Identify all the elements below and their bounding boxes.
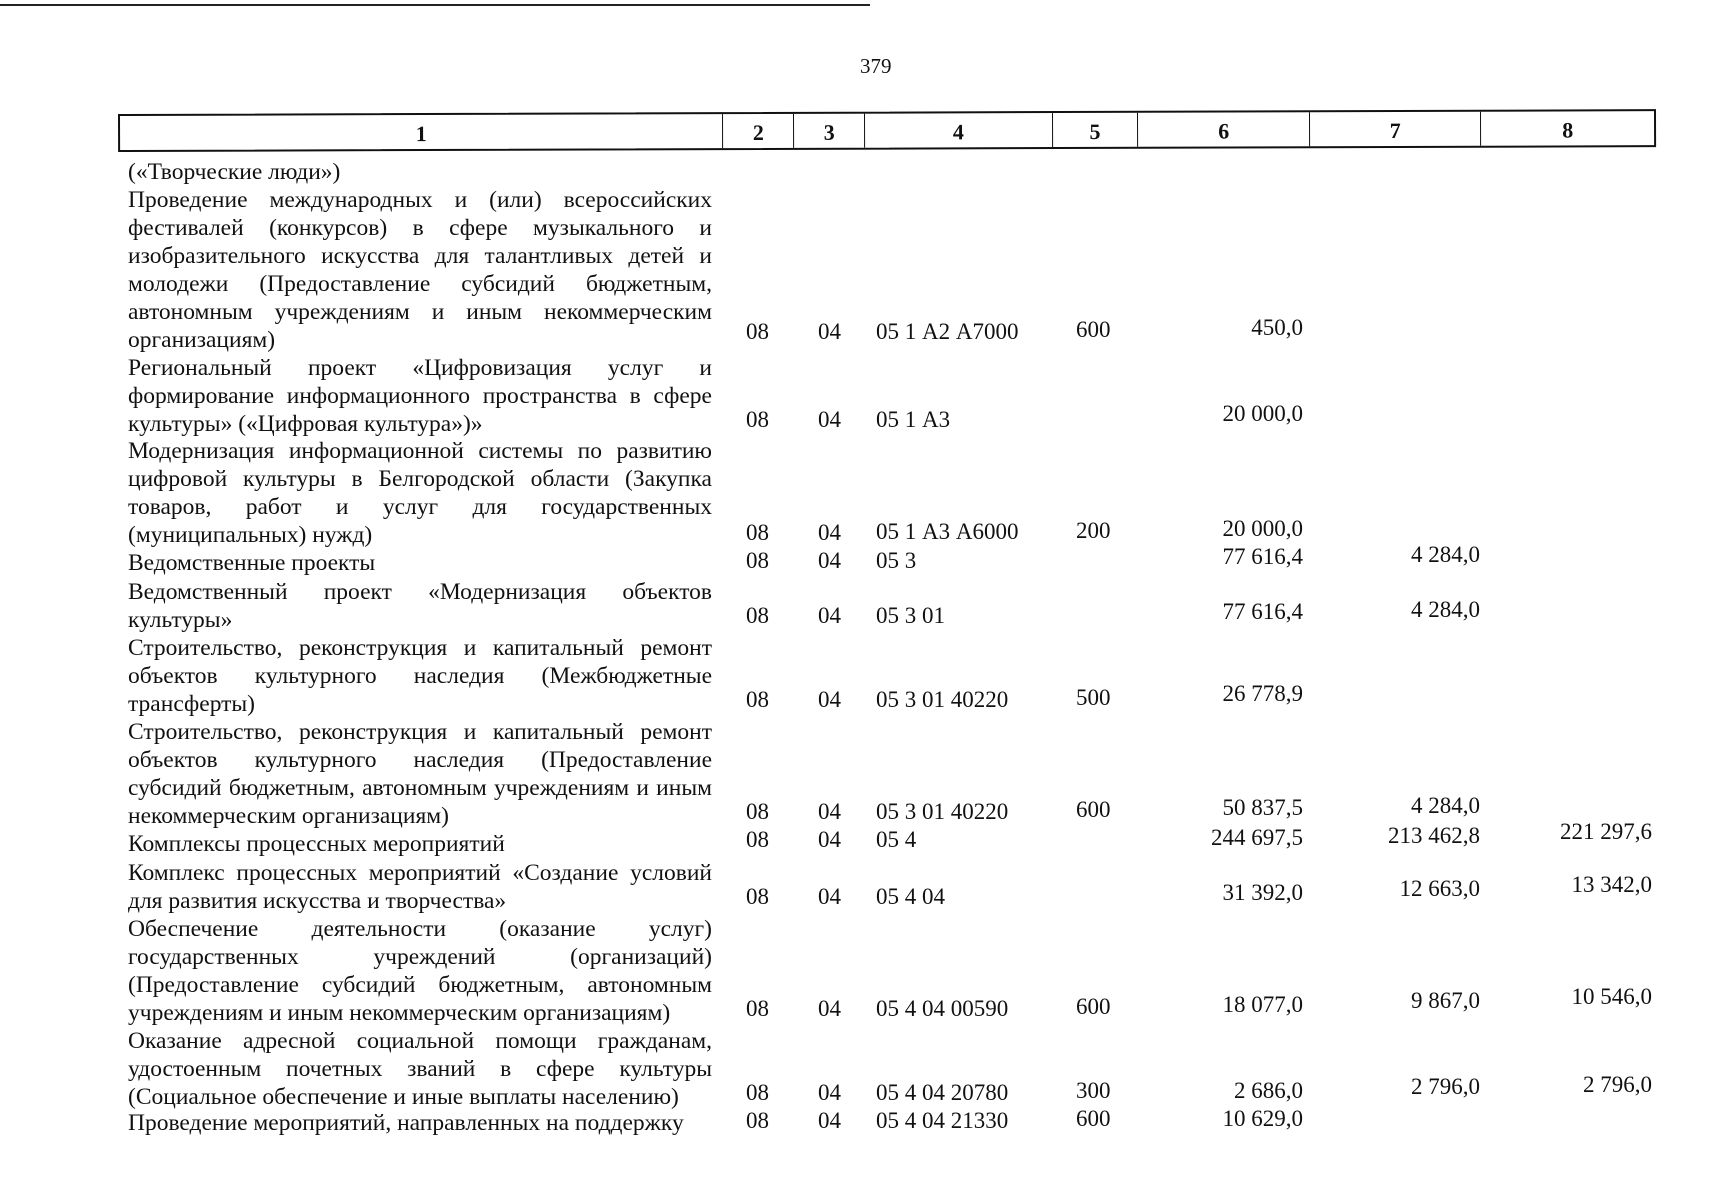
header-col-2: 2 bbox=[723, 114, 794, 148]
cell-section: 08 bbox=[746, 1080, 769, 1105]
cell-subsection: 04 bbox=[818, 520, 841, 545]
row-description: Комплексы процессных мероприятий bbox=[128, 831, 505, 857]
cell-amount-6: 77 616,4 bbox=[1222, 544, 1303, 569]
cell-section: 08 bbox=[746, 1108, 769, 1133]
cell-expense-type: 500 bbox=[1076, 685, 1111, 710]
cell-subsection: 04 bbox=[818, 603, 841, 628]
cell-target-article: 05 4 04 20780 bbox=[876, 1080, 1009, 1105]
cell-target-article: 05 1 А3 А6000 bbox=[876, 519, 1019, 544]
header-col-7: 7 bbox=[1310, 112, 1482, 147]
cell-amount-8: 2 796,0 bbox=[1583, 1072, 1652, 1097]
row-description: Проведение мероприятий, направленных на поддержку bbox=[128, 1110, 684, 1136]
row-description: Ведомственный проект «Модернизация объектов культуры» bbox=[128, 579, 712, 633]
cell-section: 08 bbox=[746, 603, 769, 628]
header-col-1: 1 bbox=[120, 114, 724, 150]
cell-section: 08 bbox=[746, 520, 769, 545]
cell-expense-type: 600 bbox=[1076, 1106, 1111, 1131]
cell-target-article: 05 1 А3 bbox=[876, 407, 951, 432]
cell-subsection: 04 bbox=[818, 996, 841, 1021]
cell-subsection: 04 bbox=[818, 548, 841, 573]
header-col-8: 8 bbox=[1562, 117, 1574, 143]
row-description: («Творческие люди») bbox=[128, 159, 341, 185]
cell-amount-7: 2 796,0 bbox=[1411, 1074, 1480, 1099]
cell-target-article: 05 3 bbox=[876, 548, 917, 573]
row-description: Комплекс процессных мероприятий «Создание условий для развития искусства и творчества» bbox=[128, 860, 712, 914]
cell-amount-6: 50 837,5 bbox=[1222, 795, 1303, 820]
cell-amount-6: 2 686,0 bbox=[1234, 1078, 1303, 1103]
cell-target-article: 05 4 04 bbox=[876, 884, 945, 909]
cell-amount-6: 31 392,0 bbox=[1222, 880, 1303, 905]
cell-subsection: 04 bbox=[818, 1080, 841, 1105]
row-description: Строительство, реконструкция и капитальный ремонт объектов культурного наследия (Межбюджетные трансферты) bbox=[128, 635, 712, 717]
cell-amount-8: 13 342,0 bbox=[1571, 872, 1652, 897]
header-col-5: 5 bbox=[1053, 113, 1139, 147]
row-description: Обеспечение деятельности (оказание услуг) государственных учреждений (организаций) (Предоставление субсидий бюджетным, автономным учреждениям и иным некоммерческим организациям) bbox=[128, 916, 712, 1026]
cell-section: 08 bbox=[746, 319, 769, 344]
cell-amount-6: 244 697,5 bbox=[1211, 825, 1303, 850]
header-col-6: 6 bbox=[1138, 112, 1310, 147]
cell-target-article: 05 4 bbox=[876, 827, 917, 852]
cell-target-article: 05 3 01 bbox=[876, 603, 945, 628]
cell-amount-8: 10 546,0 bbox=[1571, 984, 1652, 1009]
cell-target-article: 05 3 01 40220 bbox=[876, 799, 1009, 824]
header-col-3: 3 bbox=[794, 114, 865, 148]
row-description: Оказание адресной социальной помощи гражданам, удостоенным почетных званий в сфере культуры (Социальное обеспечение и иные выплаты населению) bbox=[128, 1028, 712, 1110]
cell-section: 08 bbox=[746, 884, 769, 909]
cell-expense-type: 200 bbox=[1076, 518, 1111, 543]
cell-section: 08 bbox=[746, 827, 769, 852]
cell-expense-type: 600 bbox=[1076, 797, 1111, 822]
cell-amount-7: 4 284,0 bbox=[1411, 793, 1480, 818]
cell-subsection: 04 bbox=[818, 827, 841, 852]
page-number: 379 bbox=[860, 54, 892, 78]
cell-expense-type: 600 bbox=[1076, 994, 1111, 1019]
row-description: Региональный проект «Цифровизация услуг и формирование информационного пространства в сфере культуры» («Цифровая культура»)» bbox=[128, 355, 712, 437]
cell-amount-7: 213 462,8 bbox=[1388, 823, 1480, 848]
row-description: Модернизация информационной системы по развитию цифровой культуры в Белгородской области (Закупка товаров, работ и услуг для государственных (муниципальных) нужд) bbox=[128, 438, 712, 548]
cell-subsection: 04 bbox=[818, 884, 841, 909]
cell-amount-6: 20 000,0 bbox=[1222, 516, 1303, 541]
cell-section: 08 bbox=[746, 996, 769, 1021]
cell-amount-7: 4 284,0 bbox=[1411, 597, 1480, 622]
cell-section: 08 bbox=[746, 407, 769, 432]
cell-amount-6: 450,0 bbox=[1251, 315, 1303, 340]
cell-subsection: 04 bbox=[818, 319, 841, 344]
row-description: Строительство, реконструкция и капитальный ремонт объектов культурного наследия (Предоставление субсидий бюджетным, автономным учреждениям и иным некоммерческим организациям) bbox=[128, 719, 712, 829]
row-description: Ведомственные проекты bbox=[128, 550, 376, 576]
row-description: Проведение международных и (или) всероссийских фестивалей (конкурсов) в сфере музыкального и изобразительного искусства для талантливых детей и молодежи (Предоставление субсидий бюджетным, автономным учреждениям и иным некоммерческим организациям) bbox=[128, 187, 712, 353]
cell-subsection: 04 bbox=[818, 799, 841, 824]
cell-subsection: 04 bbox=[818, 407, 841, 432]
cell-target-article: 05 3 01 40220 bbox=[876, 687, 1009, 712]
cell-amount-6: 77 616,4 bbox=[1222, 599, 1303, 624]
cell-amount-7: 12 663,0 bbox=[1399, 876, 1480, 901]
cell-section: 08 bbox=[746, 687, 769, 712]
cell-subsection: 04 bbox=[818, 1108, 841, 1133]
cell-expense-type: 300 bbox=[1076, 1078, 1111, 1103]
cell-target-article: 05 1 А2 А7000 bbox=[876, 319, 1019, 344]
cell-section: 08 bbox=[746, 799, 769, 824]
cell-amount-6: 26 778,9 bbox=[1222, 681, 1303, 706]
cell-section: 08 bbox=[746, 548, 769, 573]
cell-amount-6: 18 077,0 bbox=[1222, 992, 1303, 1017]
cell-amount-7: 4 284,0 bbox=[1411, 542, 1480, 567]
cell-subsection: 04 bbox=[818, 687, 841, 712]
cell-amount-6: 10 629,0 bbox=[1222, 1106, 1303, 1131]
header-col-4: 4 bbox=[865, 113, 1053, 148]
cell-target-article: 05 4 04 21330 bbox=[876, 1108, 1009, 1133]
cell-target-article: 05 4 04 00590 bbox=[876, 996, 1009, 1021]
cell-amount-6: 20 000,0 bbox=[1222, 401, 1303, 426]
cell-amount-7: 9 867,0 bbox=[1411, 988, 1480, 1013]
cell-amount-8: 221 297,6 bbox=[1560, 819, 1652, 844]
cell-expense-type: 600 bbox=[1076, 317, 1111, 342]
